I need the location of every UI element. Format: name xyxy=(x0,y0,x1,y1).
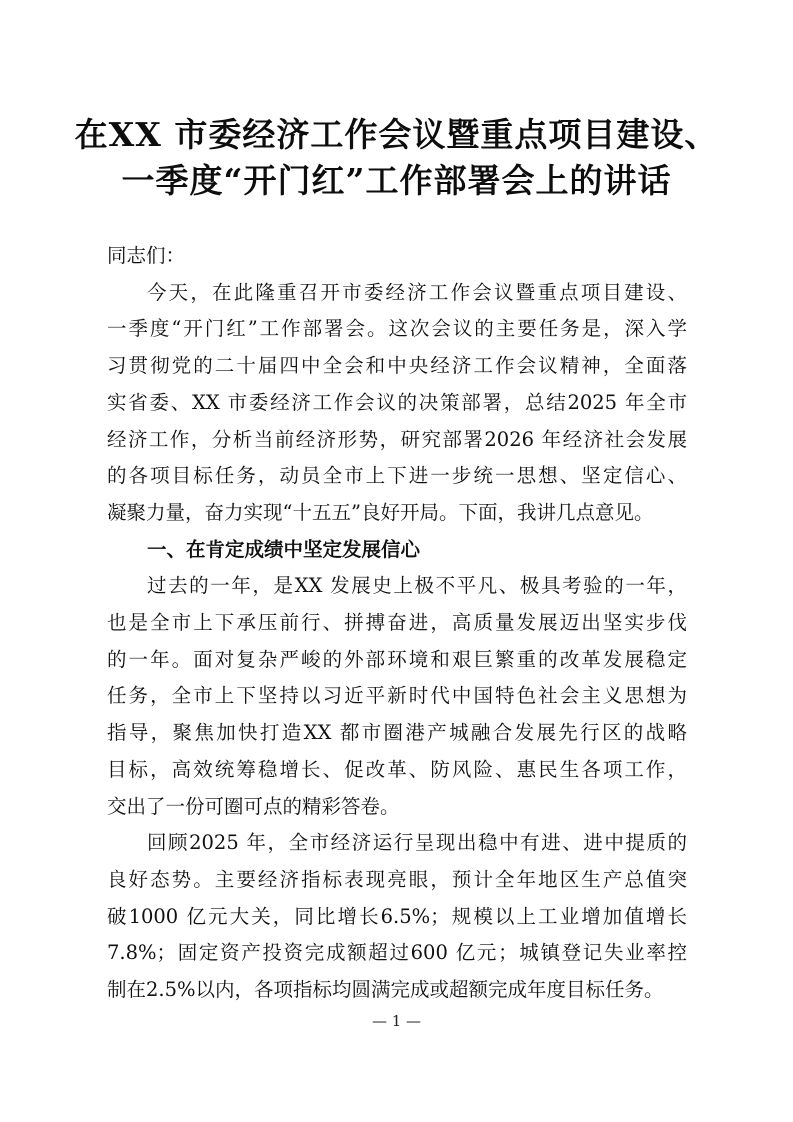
section-heading: 一、在肯定成绩中坚定发展信心 xyxy=(147,537,421,561)
paragraph-line: 制在2.5%以内，各项指标均圆满完成或超额完成年度目标任务。 xyxy=(107,978,664,1002)
paragraph-line: 实省委、XX 市委经济工作会议的决策部署，总结2025 年全市 xyxy=(107,390,687,414)
paragraph-line: 一季度“开门红”工作部署会。这次会议的主要任务是，深入学 xyxy=(107,317,687,341)
paragraph-line: 过去的一年，是XX 发展史上极不平凡、极具考验的一年， xyxy=(147,574,687,598)
paragraph-line: 的一年。面对复杂严峻的外部环境和艰巨繁重的改革发展稳定 xyxy=(107,647,687,671)
paragraph-line: 破1000 亿元大关，同比增长6.5%；规模以上工业增加值增长 xyxy=(107,904,687,928)
paragraph-line: 交出了一份可圈可点的精彩答卷。 xyxy=(107,794,400,818)
paragraph-review xyxy=(107,568,687,825)
paragraph-line: 7.8%；固定资产投资完成额超过600 亿元；城镇登记失业率控 xyxy=(107,941,687,965)
title-line: 一季度“开门红”工作部署会上的讲话 xyxy=(121,161,672,200)
paragraph-line: 习贯彻党的二十届四中全会和中央经济工作会议精神，全面落 xyxy=(107,354,687,378)
paragraph-line: 今天，在此隆重召开市委经济工作会议暨重点项目建设、 xyxy=(147,280,687,304)
title-line: 在XX 市委经济工作会议暨重点项目建设、 xyxy=(74,115,719,154)
salutation: 同志们： xyxy=(107,244,186,267)
document-body xyxy=(107,238,687,1009)
paragraph-line: 目标，高效统筹稳增长、促改革、防风险、惠民生各项工作， xyxy=(107,757,687,781)
paragraph-line: 指导，聚焦加快打造XX 都市圈港产城融合发展先行区的战略 xyxy=(107,721,687,745)
page-number: — 1 — xyxy=(371,1012,422,1030)
paragraph-indicators xyxy=(107,825,687,1009)
paragraph-line: 的各项目标任务，动员全市上下进一步统一思想、坚定信心、 xyxy=(107,464,687,488)
paragraph-intro xyxy=(107,275,687,532)
paragraph-line: 任务，全市上下坚持以习近平新时代中国特色社会主义思想为 xyxy=(107,684,687,708)
paragraph-line: 良好态势。主要经济指标表现亮眼，预计全年地区生产总值突 xyxy=(107,867,687,891)
document-title xyxy=(60,112,733,204)
paragraph-line: 回顾2025 年，全市经济运行呈现出稳中有进、进中提质的 xyxy=(147,831,687,855)
paragraph-line: 也是全市上下承压前行、拼搏奋进，高质量发展迈出坚实步伐 xyxy=(107,611,687,635)
paragraph-line: 凝聚力量，奋力实现“十五五”良好开局。下面，我讲几点意见。 xyxy=(107,500,654,524)
paragraph-line: 经济工作，分析当前经济形势，研究部署2026 年经济社会发展 xyxy=(107,427,687,451)
